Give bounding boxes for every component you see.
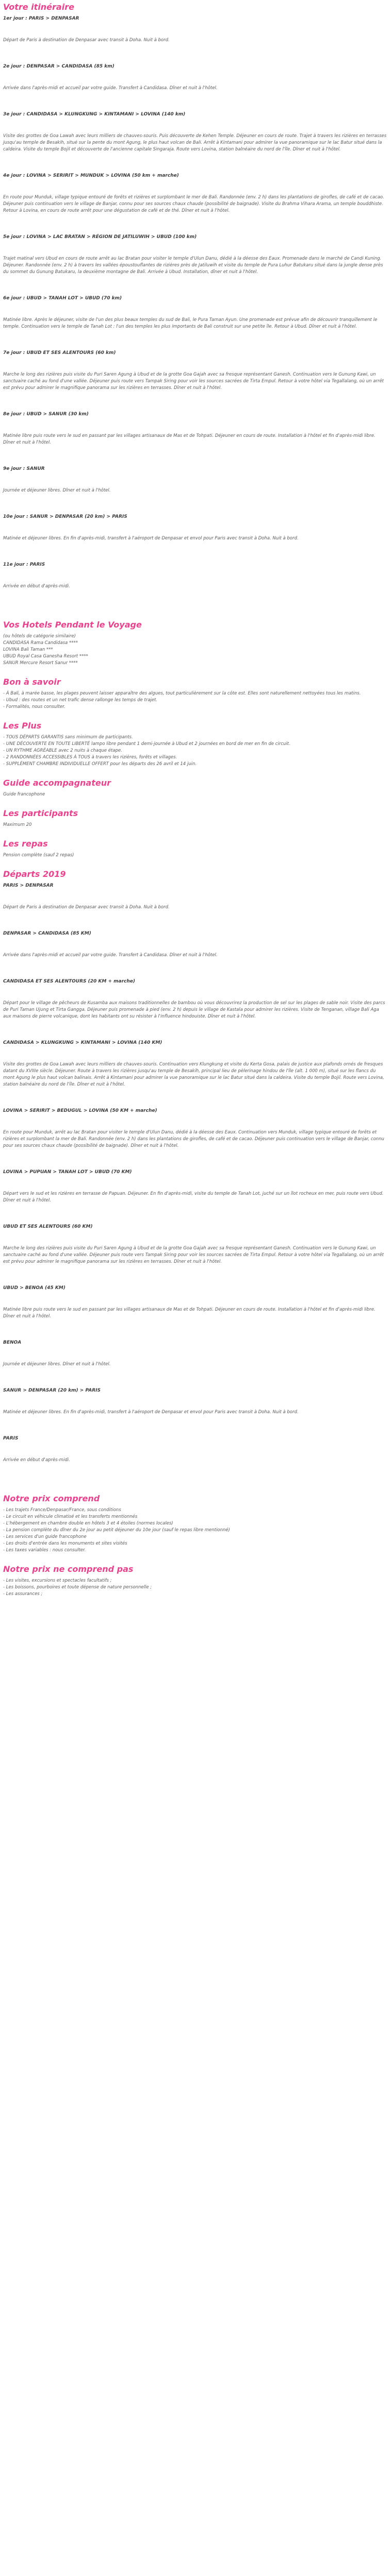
good-to-know-line: - Formalités, nous consulter.	[3, 704, 66, 709]
not-included-line: - Les boissons, pourboires et toute dépense de nature personnelle ;	[3, 1585, 152, 1590]
hotel-line: CANDIDASA Rama Candidasa ****	[3, 640, 78, 646]
meals-title: Les repas	[3, 839, 48, 849]
plus-line: - TOUS DÉPARTS GARANTIS sans minimum de participants.	[3, 735, 133, 740]
day-title: PARIS > DENPASAR	[3, 883, 54, 888]
day-block	[3, 978, 388, 1040]
hotels-list	[3, 633, 388, 667]
plus-line: - UNE DÉCOUVERTE EN TOUTE LIBERTÉ lampo libre pendant 1 demi-journée à Ubud et 2 journées en bord de mer en fin de circuit.	[3, 741, 290, 747]
participants-text: Maximum 20	[3, 822, 32, 827]
day-text: Marche le long des rizières puis visite du Puri Saren Agung à Ubud et de la grotte Goa Gajah avec sa fresque représentant Ganesh. Continuation vers le Gunung Kawi, un sanctuaire caché au fond d'une vallée. Déjeuner puis route vers Tampak Siring pour voir les sources sacrées de Tirta Empul. Retour à votre hôtel via Tegallalang, où un arrêt est prévu pour admirer le magnifique panorama sur les rizières en terrasses. Dîner et nuit à l'hôtel.	[3, 372, 384, 391]
day-text: Départ de Paris à destination de Denpasar avec transit à Doha. Nuit à bord.	[3, 38, 170, 43]
not-included-list	[3, 1578, 388, 1598]
day-text: Journée et déjeuner libres. Dîner et nuit à l'hôtel.	[3, 1362, 111, 1367]
day-text: En route pour Munduk, village typique entouré de forêts et rizières et surplombant le mer de Bali. Randonnée (env. 2 h) dans les plantations de girofles, de café et de cacao. Déjeuner puis continuation vers le village de Banjar, connu pour ses sources chaux chaude (possibilité de baignade). Visite du Brahma Vihara Arama, un temple bouddhiste. Retour à Lovina, en cours de route arrêt pour une dégustation de café et de thé. Dîner et nuit à l'hôtel.	[3, 195, 384, 213]
day-title: 10e jour : SANUR > DENPASAR (20 km) > PARIS	[3, 514, 127, 519]
day-text: Matinée libre. Après le déjeuner, visite de l'un des plus beaux temples du sud de Bali, le Pura Taman Ayun. Une promenade est prévue afin de découvrir tranquillement le temple. Continuation vers le temple de Tanah Lot : l'un des temples les plus importants de Bali construit sur une petite île. Retour à Ubud. Dîner et nuit à l'hôtel.	[3, 317, 378, 329]
hotels-title: Vos Hotels Pendant le Voyage	[3, 620, 142, 630]
day-text: Arrivée dans l'après-midi et accueil par votre guide. Transfert à Candidasa. Dîner et nuit à l'hôtel.	[3, 86, 218, 91]
day-block	[3, 562, 388, 609]
plus-line: - UN RYTHME AGRÉABLE avec 2 nuits à chaque étape.	[3, 748, 122, 753]
day-text: Journée et déjeuner libres. Dîner et nuit à l'hôtel.	[3, 488, 111, 493]
departures-title: Départs 2019	[3, 869, 66, 879]
plus-line: - SUPPLÉMENT CHAMBRE INDIVIDUELLE OFFERT pour les départs des 26 avril et 14 juin.	[3, 761, 197, 767]
day-title: PARIS	[3, 1436, 19, 1441]
day-title: 4e jour : LOVINA > SERIRIT > MUNDUK > LOVINA (50 km + marche)	[3, 173, 179, 178]
included-title: Notre prix comprend	[3, 1494, 100, 1503]
hotel-line: LOVINA Bali Taman ***	[3, 647, 53, 652]
day-block	[3, 411, 388, 466]
day-block	[3, 930, 388, 978]
day-block	[3, 1224, 388, 1285]
hotel-line: (ou hôtels de catégorie similaire)	[3, 634, 76, 639]
included-line: - Les taxes variables : nous consulter.	[3, 1548, 86, 1553]
day-block	[3, 466, 388, 514]
departure-days	[3, 883, 388, 1483]
day-block	[3, 1387, 388, 1435]
included-line: - Les trajets France/Denpasar/France, sous conditions	[3, 1507, 121, 1513]
day-text: Départ pour le village de pêcheurs de Kusamba aux maisons traditionnelles de bambou où vous découvrirez la production de sel sur les plages de sable noir. Visite des parcs de Puri Taman Ujung et Tirta Gangga. Déjeuner puis promenade à pied (env. 2 h) depuis le village de Kastala pour admirer les rizières. Visite de Tenganan, village Bali Aga aux maisons de pierre volcanique, dont les habitants ont su résister à l'influence hindouiste. Dîner et nuit à l'hôtel.	[3, 1001, 385, 1019]
day-title: 11e jour : PARIS	[3, 562, 45, 567]
day-block	[3, 111, 388, 173]
day-block	[3, 1435, 388, 1483]
meals-text: Pension complète (sauf 2 repas)	[3, 853, 74, 858]
day-title: UBUD ET SES ALENTOURS (60 KM)	[3, 1224, 93, 1229]
day-title: 8e jour : UBUD > SANUR (30 km)	[3, 412, 89, 417]
guide-text: Guide francophone	[3, 792, 45, 797]
day-title: LOVINA > SERIRIT > BEDUGUL > LOVINA (50 KM + marche)	[3, 1108, 157, 1113]
good-to-know-title: Bon à savoir	[3, 677, 61, 687]
day-title: CANDIDASA > KLUNGKUNG > KINTAMANI > LOVINA (140 KM)	[3, 1040, 162, 1045]
day-title: BENOA	[3, 1340, 22, 1345]
day-block	[3, 63, 388, 111]
plus-list	[3, 734, 388, 768]
day-text: Arrivée dans l'après-midi et accueil par votre guide. Transfert à Candidasa. Dîner et nuit à l'hôtel.	[3, 953, 218, 958]
day-text: Matinée libre puis route vers le sud en passant par les villages artisanaux de Mas et de Tohpati. Déjeuner en cours de route. Installation à l'hôtel et fin d'après-midi libre. Dîner et nuit à l'hôtel.	[3, 1307, 376, 1319]
day-title: DENPASAR > CANDIDASA (85 KM)	[3, 931, 91, 936]
day-title: SANUR > DENPASAR (20 km) > PARIS	[3, 1388, 101, 1393]
day-title: 5e jour : LOVINA > LAC BRATAN > RÉGION DE JATILUWIH > UBUD (100 km)	[3, 234, 197, 240]
good-to-know-line: - Ubud : des routes et un net trafic dense rallonge les temps de trajet.	[3, 698, 158, 703]
day-title: 6e jour : UBUD > TANAH LOT > UBUD (70 km)	[3, 296, 122, 301]
guide-title: Guide accompagnateur	[3, 778, 111, 788]
day-block	[3, 1285, 388, 1340]
day-text: Matinée et déjeuner libres. En fin d'après-midi, transfert à l'aéroport de Denpasar et envol pour Paris avec transit à Doha. Nuit à bord.	[3, 536, 299, 541]
included-line: - Les services d'un guide francophone	[3, 1534, 87, 1539]
day-block	[3, 295, 388, 350]
day-title: UBUD > BENOA (45 KM)	[3, 1285, 66, 1291]
day-block	[3, 350, 388, 411]
day-text: Départ de Paris à destination de Denpasar avec transit à Doha. Nuit à bord.	[3, 905, 170, 910]
day-title: 3e jour : CANDIDASA > KLUNGKUNG > KINTAMANI > LOVINA (140 km)	[3, 112, 186, 117]
participants-title: Les participants	[3, 808, 78, 818]
day-block	[3, 514, 388, 562]
day-block	[3, 1169, 388, 1224]
plus-line: - 2 RANDONNÉES ACCESSIBLES À TOUS à travers les rizières, forêts et villages.	[3, 755, 177, 760]
day-text: Trajet matinal vers Ubud en cours de route arrêt au lac Bratan pour visiter le temple d'Ulun Danu, dédié à la déesse des Eaux. Promenade dans le marché de Candi Kuning. Déjeuner. Randonnée (env. 2 h) à travers les vallées époustouflantes de rizières près de Jatiluwih et visite du temple de Pura Luhur Batukaru situé dans la jungle dense près du sommet du Gunung Batukaru, la deuxième montagne de Bali. Arrivée à Ubud. Installation, dîner et nuit à l'hôtel.	[3, 256, 383, 275]
day-title: 1er jour : PARIS > DENPASAR	[3, 16, 79, 21]
not-included-line: - Les visites, excursions et spectacles facultatifs ;	[3, 1578, 112, 1583]
plus-title: Les Plus	[3, 721, 42, 731]
hotel-line: UBUD Royal Casa Ganesha Resort ****	[3, 654, 88, 659]
included-line: - Le circuit en véhicule climatisé et les transferts mentionnés	[3, 1514, 138, 1519]
day-block	[3, 173, 388, 234]
day-text: En route pour Munduk, arrêt au lac Bratan pour visiter le temple d'Ulun Danu, dédié à la déesse des Eaux. Continuation vers Munduk, village typique entouré de forêts et rizières et surplombant la mer de Bali. Randonnée (env. 2 h) dans les plantations de girofles, de café et de cacao. Déjeuner puis continuation vers le village de Banjar, connu pour ses sources chaux chaude (possibilité de baignade). Dîner et nuit à l'hôtel.	[3, 1130, 384, 1148]
day-title: CANDIDASA ET SES ALENTOURS (20 KM + marche)	[3, 979, 135, 984]
day-text: Visite des grottes de Goa Lawah avec leurs milliers de chauves-souris. Continuation vers Klungkung et visite du Kerta Gosa, palais de justice aux plafonds ornés de fresques datant du XVIIIe siècle. Déjeuner. Route à travers les rizières jusqu'au temple de Besakih, principal lieu de pèlerinage hindou de l'île (alt. 1 000 m), situé sur les flancs du mont Agung le plus haut volcan balinais. Arrêt à Kintamani pour admirer la vue panoramique sur le lac Batur situé dans la caldeira. Visite du temple Bojil. Route vers Lovina, station balnéaire du nord de l'île. Dîner et nuit à l'hôtel.	[3, 1062, 384, 1087]
included-line: - Les droits d'entrée dans les monuments et sites visités	[3, 1541, 127, 1546]
day-text: Marche le long des rizières puis visite du Puri Saren Agung à Ubud et de la grotte Goa Gajah avec sa fresque représentant Ganesh. Continuation vers le Gunung Kawi, un sanctuaire caché au fond d'une vallée. Déjeuner puis route vers Tampak Siring pour voir les sources sacrées de Tirta Empul. Retour à votre hôtel via Tegallalang, où un arrêt est prévu pour admirer le magnifique panorama sur les rizières en terrasses. Dîner et nuit à l'hôtel.	[3, 1246, 384, 1264]
day-title: 2e jour : DENPASAR > CANDIDASA (85 km)	[3, 64, 115, 69]
day-block	[3, 883, 388, 930]
hotel-line: SANUR Mercure Resort Sanur ****	[3, 660, 78, 666]
day-text: Départ vers le sud et les rizières en terrasse de Papuan. Déjeuner. En fin d'après-midi, visite du temple de Tanah Lot, juché sur un îlot rocheux en mer, puis route vers Ubud. Dîner et nuit à l'hôtel.	[3, 1191, 384, 1203]
day-block	[3, 234, 388, 295]
itinerary-days	[3, 15, 388, 609]
good-to-know-line: - À Bali, à marée basse, les plages peuvent laisser apparaître des algues, tout particulièrement sur la côte est. Elles sont naturellement nettoyées tous les matins.	[3, 691, 361, 696]
day-block	[3, 1108, 388, 1169]
not-included-line: - Les assurances ;	[3, 1591, 43, 1597]
day-text: Matinée libre puis route vers le sud en passant par les villages artisanaux de Mas et de Tohpati. Déjeuner en cours de route. Installation à l'hôtel et fin d'après-midi libre. Dîner et nuit à l'hôtel.	[3, 433, 376, 445]
day-block	[3, 1040, 388, 1108]
day-text: Arrivée en début d'après-midi.	[3, 584, 70, 589]
included-line: - L'hébergement en chambre double en hôtels 3 et 4 étoiles (normes locales)	[3, 1521, 173, 1526]
day-title: 9e jour : SANUR	[3, 466, 45, 471]
day-block	[3, 1340, 388, 1387]
itinerary-title: Votre itinéraire	[3, 2, 74, 12]
included-line: - La pension complète du dîner du 2e jour au petit déjeuner du 10e jour (sauf le repas libre mentionné)	[3, 1528, 230, 1533]
day-title: LOVINA > PUPUAN > TANAH LOT > UBUD (70 KM)	[3, 1170, 132, 1175]
not-included-title: Notre prix ne comprend pas	[3, 1564, 134, 1574]
day-text: Visite des grottes de Goa Lawah avec leurs milliers de chauves-souris. Puis découverte de Kehen Temple. Déjeuner en cours de route. Trajet à travers les rizières en terrasses jusqu'au temple de Besakih, situé sur la pente du mont Agung, le plus haut volcan de Bali. Arrêt à Kintamani pour admirer la vue panoramique sur le lac Batur situé dans la caldeira. Visite du temple Bojil et découverte de l'ancienne capitale Singaraja. Route vers Lovina, station balnéaire du nord de l'île. Dîner et nuit à l'hôtel.	[3, 133, 387, 152]
day-text: Arrivée en début d'après-midi.	[3, 1458, 70, 1463]
good-to-know-list	[3, 690, 388, 710]
day-title: 7e jour : UBUD ET SES ALENTOURS (60 km)	[3, 350, 116, 355]
day-text: Matinée et déjeuner libres. En fin d'après-midi, transfert à l'aéroport de Denpasar et envol pour Paris avec transit à Doha. Nuit à bord.	[3, 1410, 299, 1415]
included-list	[3, 1507, 388, 1554]
day-block	[3, 15, 388, 63]
